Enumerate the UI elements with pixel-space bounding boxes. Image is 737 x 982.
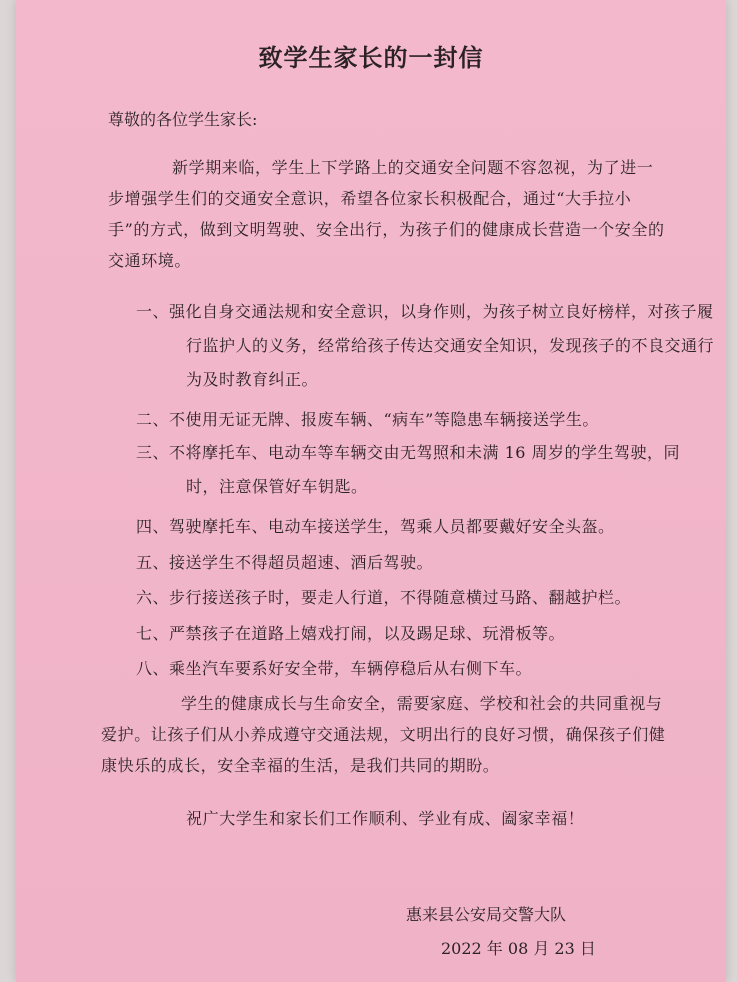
signature: 惠来县公安局交警大队 [406, 905, 567, 924]
list-item: 五、接送学生不得超员超速、酒后驾驶。 [136, 553, 434, 572]
date: 2022 年 08 月 23 日 [441, 939, 596, 958]
list-item: 七、严禁孩子在道路上嬉戏打闹，以及踢足球、玩滑板等。 [136, 624, 566, 643]
list-item: 一、强化自身交通法规和安全意识，以身作则，为孩子树立良好榜样，对孩子履行监护人的义务，经常给孩子传达交通安全知识，发现孩子的不良交通行为及时教育纠正。 [136, 302, 715, 389]
letter-title: 致学生家长的一封信 [258, 43, 484, 72]
list-item: 四、驾驶摩托车、电动车接送学生，驾乘人员都要戴好安全头盔。 [136, 517, 615, 536]
intro-paragraph: 新学期来临，学生上下学路上的交通安全问题不容忽视，为了进一步增强学生们的交通安全意识，希望各位家长积极配合，通过“大手拉小手”的方式，做到文明驾驶、安全出行，为孩子们的健康成长营造一个安全的交通环境。 [108, 158, 665, 270]
letter-paper [16, 0, 726, 982]
list-item: 六、步行接送孩子时，要走人行道，不得随意横过马路、翻越护栏。 [136, 588, 632, 607]
list-item: 三、不将摩托车、电动车等车辆交由无驾照和未满 16 周岁的学生驾驶，同时，注意保管好车钥匙。 [136, 443, 681, 496]
wish-line: 祝广大学生和家长们工作顺利、学业有成、阖家幸福！ [186, 809, 585, 828]
list-item: 八、乘坐汽车要系好安全带，车辆停稳后从右侧下车。 [136, 659, 533, 678]
salutation: 尊敬的各位学生家长: [108, 110, 258, 129]
list-item: 二、不使用无证无牌、报废车辆、“病车”等隐患车辆接送学生。 [136, 410, 599, 429]
closing-paragraph: 学生的健康成长与生命安全，需要家庭、学校和社会的共同重视与爱护。让孩子们从小养成遵守交通法规，文明出行的良好习惯，确保孩子们健康快乐的成长，安全幸福的生活，是我们共同的期盼。 [101, 694, 666, 775]
